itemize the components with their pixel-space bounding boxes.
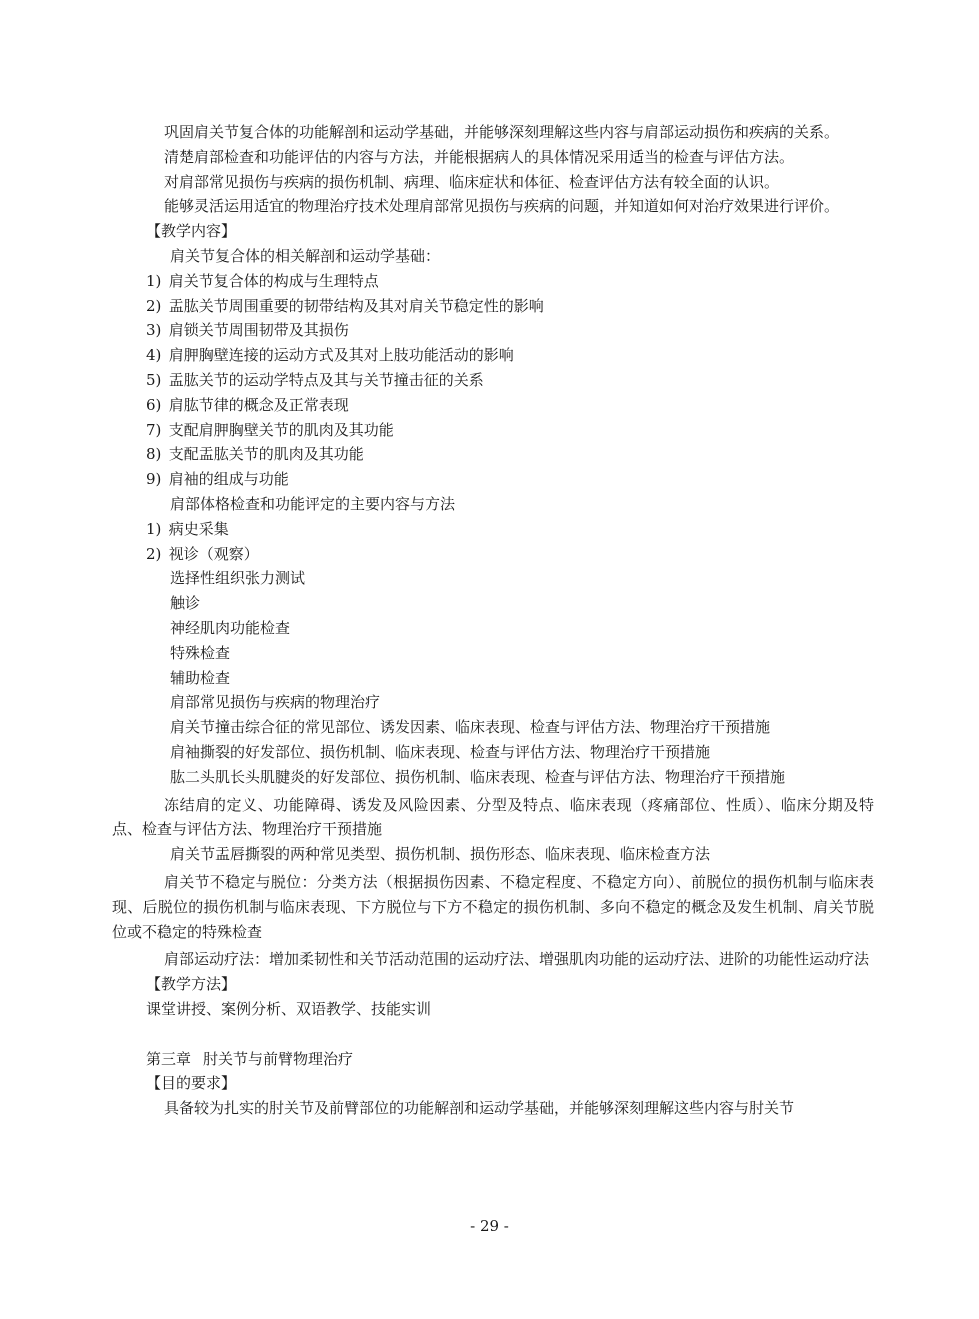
page-content — [112, 120, 874, 1121]
therapy-line-rotator-cuff: 肩袖撕裂的好发部位、损伤机制、临床表现、检查与评估方法、物理治疗干预措施 — [170, 742, 711, 761]
objective-paragraph-2: 清楚肩部检查和功能评估的内容与方法，并能根据病人的具体情况采用适当的检查与评估方法。 — [164, 147, 795, 166]
exam-list — [112, 517, 874, 691]
list-item: 3) 肩锁关节周围韧带及其损伤 — [146, 321, 349, 340]
objective-paragraph-3: 对肩部常见损伤与疾病的损伤机制、病理、临床症状和体征、检查评估方法有较全面的认识。 — [164, 172, 780, 191]
therapy-line-impingement: 肩关节撞击综合征的常见部位、诱发因素、临床表现、检查与评估方法、物理治疗干预措施 — [170, 718, 771, 737]
list-item: 特殊检查 — [170, 643, 231, 662]
section-heading-teaching-content: 【教学内容】 — [146, 222, 237, 241]
list-item: 6) 肩肱节律的概念及正常表现 — [146, 395, 349, 414]
list-item: 5) 盂肱关节的运动学特点及其与关节撞击征的关系 — [146, 370, 484, 389]
list-item: 1) 肩关节复合体的构成与生理特点 — [146, 271, 379, 290]
teaching-method-text: 课堂讲授、案例分析、双语教学、技能实训 — [146, 999, 432, 1018]
list-item: 8) 支配盂肱关节的肌肉及其功能 — [146, 445, 364, 464]
therapy-line-labrum: 肩关节盂唇撕裂的两种常见类型、损伤机制、损伤形态、临床表现、临床检查方法 — [170, 845, 711, 864]
page-number: - 29 - — [470, 1217, 509, 1235]
therapy-heading: 肩部常见损伤与疾病的物理治疗 — [170, 693, 381, 712]
anatomy-list — [112, 269, 874, 492]
chapter3-objective-paragraph: 具备较为扎实的肘关节及前臂部位的功能解剖和运动学基础，并能够深刻理解这些内容与肘关节 — [164, 1099, 795, 1118]
therapy-line-exercise: 肩部运动疗法：增加柔韧性和关节活动范围的运动疗法、增强肌肉功能的运动疗法、进阶的功能性运动疗法 — [164, 950, 870, 969]
list-item: 2) 盂肱关节周围重要的韧带结构及其对肩关节稳定性的影响 — [146, 296, 544, 315]
list-item: 9) 肩袖的组成与功能 — [146, 470, 289, 489]
list-item: 触诊 — [170, 594, 201, 613]
anatomy-heading: 肩关节复合体的相关解剖和运动学基础： — [170, 246, 441, 265]
therapy-line-biceps: 肱二头肌长头肌腱炎的好发部位、损伤机制、临床表现、检查与评估方法、物理治疗干预措施 — [170, 767, 786, 786]
list-item: 7) 支配肩胛胸壁关节的肌肉及其功能 — [146, 420, 394, 439]
objective-paragraph-4: 能够灵活运用适宜的物理治疗技术处理肩部常见损伤与疾病的问题，并知道如何对治疗效果进行评价。 — [164, 197, 840, 216]
list-item: 2) 视诊（观察） — [146, 544, 259, 563]
chapter-number: 第三章 — [146, 1049, 192, 1068]
list-item: 1) 病史采集 — [146, 519, 229, 538]
objective-paragraph-1: 巩固肩关节复合体的功能解剖和运动学基础，并能够深刻理解这些内容与肩部运动损伤和疾病的关系。 — [164, 123, 840, 141]
chapter-title: 肘关节与前臂物理治疗 — [203, 1049, 354, 1068]
exam-heading: 肩部体格检查和功能评定的主要内容与方法 — [170, 494, 456, 513]
section-heading-teaching-method: 【教学方法】 — [146, 975, 237, 994]
list-item: 选择性组织张力测试 — [170, 569, 306, 588]
list-item: 神经肌肉功能检查 — [170, 618, 291, 637]
section-heading-objectives: 【目的要求】 — [146, 1074, 237, 1093]
list-item: 4) 肩胛胸壁连接的运动方式及其对上肢功能活动的影响 — [146, 346, 514, 365]
therapy-line-frozen-shoulder: 冻结肩的定义、功能障碍、诱发及风险因素、分型及特点、临床表现（疼痛部位、性质）、临床分期及特点、检查与评估方法、物理治疗干预措施 — [112, 795, 874, 839]
list-item: 辅助检查 — [170, 668, 231, 687]
therapy-line-instability: 肩关节不稳定与脱位：分类方法（根据损伤因素、不稳定程度、不稳定方向）、前脱位的损伤机制与临床表现、后脱位的损伤机制与临床表现、下方脱位与下方不稳定的损伤机制、多向不稳定的概念及发生机制、肩关节脱位或不稳定的特殊检查 — [112, 872, 874, 941]
chapter-heading — [146, 1047, 874, 1072]
